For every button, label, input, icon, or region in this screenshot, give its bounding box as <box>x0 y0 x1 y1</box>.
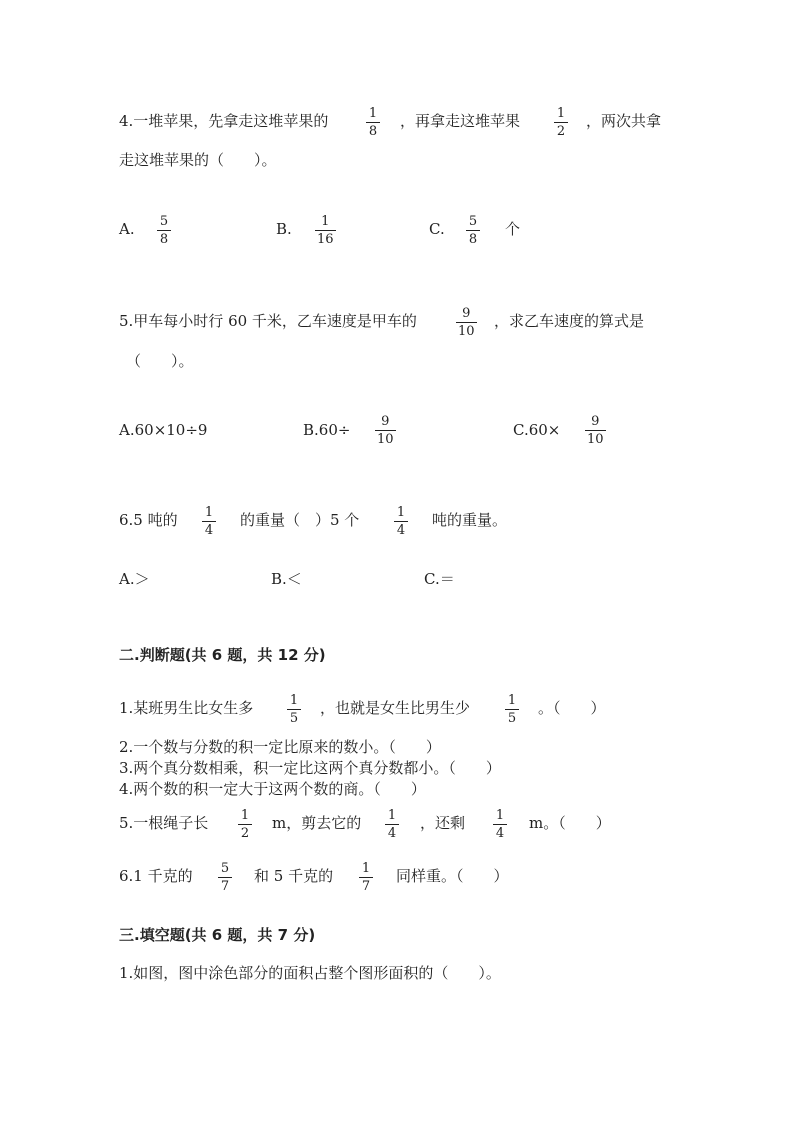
q4-option-b-fraction: 1 16 <box>317 214 334 247</box>
section-3-heading: 三.填空题(共 6 题，共 7 分) <box>119 926 316 944</box>
q5-option-a[interactable]: A.60×10÷9 <box>119 421 208 439</box>
q4-text-b: ，再拿走这堆苹果 <box>400 112 521 130</box>
j5-fraction-1: 1 2 <box>238 808 252 841</box>
q6-option-c[interactable]: C.＝ <box>424 570 455 588</box>
q6-text-c: 吨的重量。 <box>432 511 508 529</box>
q4-option-b-label[interactable]: B. <box>276 220 292 238</box>
j1-text-c: 。（ ） <box>538 699 606 717</box>
q4-option-c-fraction: 5 8 <box>466 214 480 247</box>
q6-option-a[interactable]: A.＞ <box>119 570 150 588</box>
j6-text-b: 和 5 千克的 <box>254 867 334 885</box>
q6-text-b: 的重量（ ）5 个 <box>240 511 360 529</box>
f1-text: 1.如图，图中涂色部分的面积占整个图形面积的（ ）。 <box>119 964 501 982</box>
q5-line-2: （ ）。 <box>126 352 194 370</box>
q4-option-a-label[interactable]: A. <box>119 220 135 238</box>
j5-text-d: m。（ ） <box>529 814 611 832</box>
j5-text-a: 5.一根绳子长 <box>119 814 209 832</box>
q5-option-b[interactable]: B.60÷ <box>303 421 351 439</box>
j5-fraction-3: 1 4 <box>493 808 507 841</box>
q5-fraction: 9 10 <box>458 306 475 339</box>
j1-text-a: 1.某班男生比女生多 <box>119 699 254 717</box>
q5-text-a: 5.甲车每小时行 60 千米，乙车速度是甲车的 <box>119 312 417 330</box>
q5-option-b-fraction: 9 10 <box>377 414 394 447</box>
q4-option-a-fraction: 5 8 <box>157 214 171 247</box>
q6-fraction-2: 1 4 <box>394 505 408 538</box>
j5-text-b: m，剪去它的 <box>272 814 362 832</box>
j1-text-b: ，也就是女生比男生少 <box>320 699 471 717</box>
j6-text-a: 6.1 千克的 <box>119 867 193 885</box>
j1-fraction-2: 1 5 <box>505 693 519 726</box>
q4-line-2: 走这堆苹果的（ ）。 <box>119 151 277 169</box>
j6-text-c: 同样重。（ ） <box>396 867 509 885</box>
q5-option-c-fraction: 9 10 <box>587 414 604 447</box>
j5-fraction-2: 1 4 <box>385 808 399 841</box>
section-2-heading: 二.判断题(共 6 题，共 12 分) <box>119 646 326 664</box>
q6-option-b[interactable]: B.＜ <box>271 570 302 588</box>
q4-option-c-suffix: 个 <box>505 220 521 238</box>
q6-text-a: 6.5 吨的 <box>119 511 178 529</box>
q4-option-c-label[interactable]: C. <box>429 220 445 238</box>
q4-text-c: ，两次共拿 <box>586 112 662 130</box>
j6-fraction-1: 5 7 <box>218 861 232 894</box>
q4-fraction-1: 1 8 <box>366 106 380 139</box>
j3-text: 3.两个真分数相乘，积一定比这两个真分数都小。（ ） <box>119 759 501 777</box>
q5-text-b: ，求乙车速度的算式是 <box>494 312 645 330</box>
j6-fraction-2: 1 7 <box>359 861 373 894</box>
j4-text: 4.两个数的积一定大于这两个数的商。（ ） <box>119 780 426 798</box>
j1-fraction-1: 1 5 <box>287 693 301 726</box>
q5-option-c[interactable]: C.60× <box>513 421 561 439</box>
j2-text: 2.一个数与分数的积一定比原来的数小。（ ） <box>119 738 441 756</box>
j5-text-c: ，还剩 <box>420 814 466 832</box>
q4-fraction-2: 1 2 <box>554 106 568 139</box>
q4-text-a: 4.一堆苹果，先拿走这堆苹果的 <box>119 112 329 130</box>
q6-fraction-1: 1 4 <box>202 505 216 538</box>
